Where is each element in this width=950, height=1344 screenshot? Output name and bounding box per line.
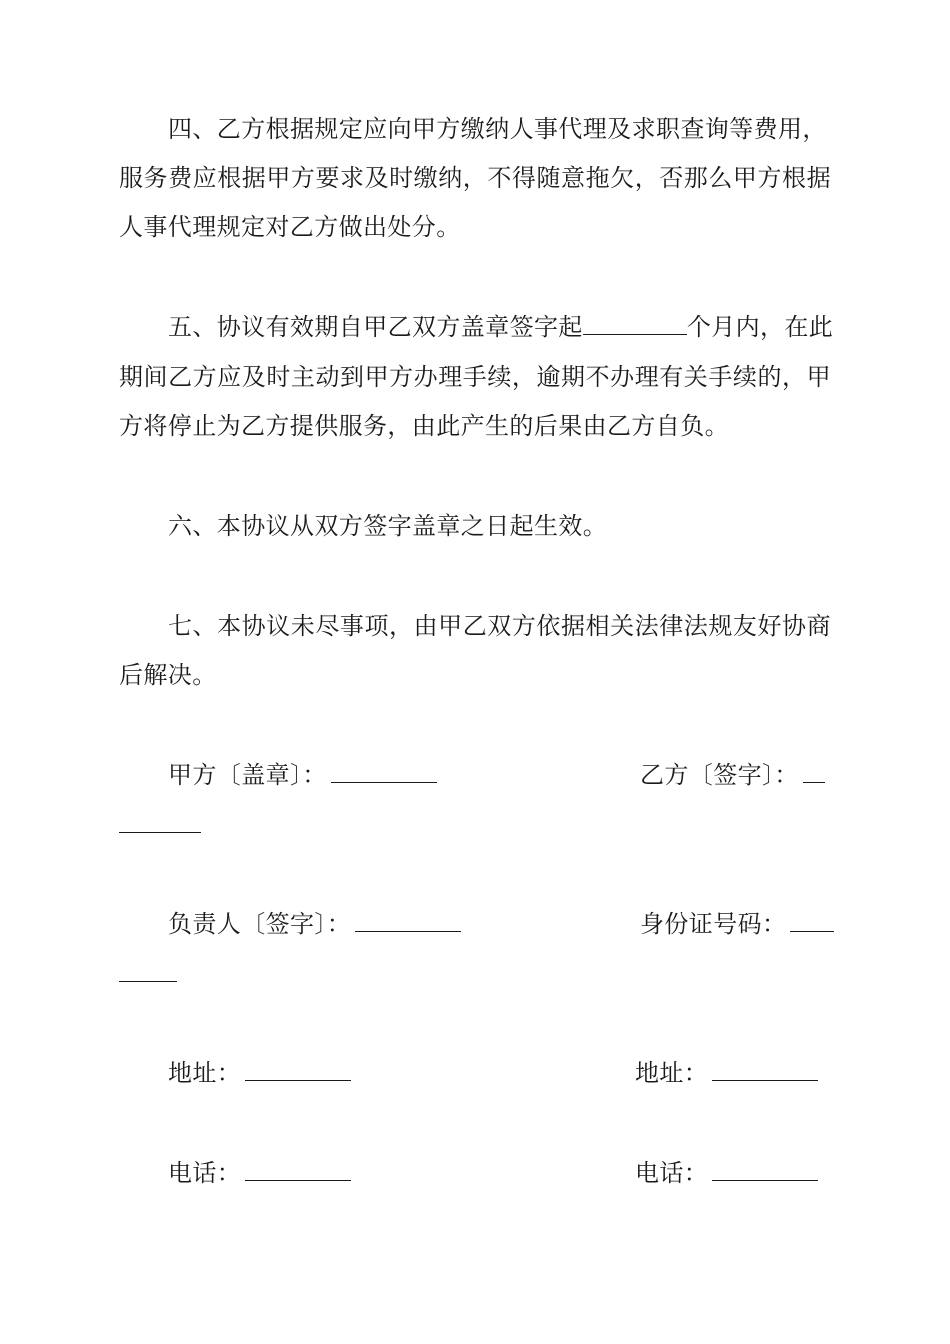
phone-a-label: 电话： bbox=[168, 1159, 242, 1187]
party-a-seal-blank bbox=[331, 760, 437, 783]
phone-b-label: 电话： bbox=[635, 1159, 709, 1187]
phone-a-field bbox=[168, 1158, 351, 1188]
clause-5-line-3: 方将停止为乙方提供服务，由此产生的后果由乙方自负。 bbox=[119, 412, 729, 440]
address-a-blank bbox=[245, 1058, 351, 1081]
party-a-seal-field bbox=[168, 760, 437, 790]
responsible-sign-label: 负责人〔签字〕： bbox=[168, 910, 352, 938]
clause-7-line-1: 七、本协议未尽事项，由甲乙双方依据相关法律法规友好协商 bbox=[168, 612, 831, 640]
address-b-blank bbox=[712, 1058, 818, 1081]
clause-5-line-1-part-b: 个月内，在此 bbox=[686, 313, 834, 341]
clause-5-line-1 bbox=[168, 312, 834, 342]
clause-4-line-2: 服务费应根据甲方要求及时缴纳，不得随意拖欠，否那么甲方根据 bbox=[119, 164, 831, 192]
clause-5-line-1-part-a: 五、协议有效期自甲乙双方盖章签字起 bbox=[168, 313, 583, 341]
term-months-blank bbox=[583, 312, 687, 335]
clause-4-line-1: 四、乙方根据规定应向甲方缴纳人事代理及求职查询等费用， bbox=[168, 115, 827, 143]
address-b-field bbox=[635, 1058, 818, 1088]
clause-7-line-2: 后解决。 bbox=[119, 661, 217, 689]
clause-6-line-1: 六、本协议从双方签字盖章之日起生效。 bbox=[168, 512, 608, 540]
address-a-label: 地址： bbox=[168, 1059, 242, 1087]
phone-b-field bbox=[635, 1158, 818, 1188]
id-number-field bbox=[640, 909, 834, 939]
address-a-field bbox=[168, 1058, 351, 1088]
clause-4-line-3: 人事代理规定对乙方做出处分。 bbox=[119, 213, 461, 241]
responsible-sign-field bbox=[168, 909, 461, 939]
responsible-sign-blank bbox=[355, 909, 461, 932]
party-a-seal-label: 甲方〔盖章〕： bbox=[168, 761, 327, 789]
id-number-label: 身份证号码： bbox=[640, 910, 787, 938]
phone-a-blank bbox=[245, 1158, 351, 1181]
id-number-blank-continued bbox=[119, 981, 177, 982]
phone-b-blank bbox=[712, 1158, 818, 1181]
address-b-label: 地址： bbox=[635, 1059, 709, 1087]
party-b-sign-field bbox=[640, 760, 825, 790]
clause-5-line-2: 期间乙方应及时主动到甲方办理手续，逾期不办理有关手续的，甲 bbox=[119, 363, 831, 391]
party-b-sign-blank-continued bbox=[119, 832, 201, 833]
party-b-sign-label: 乙方〔签字〕： bbox=[640, 761, 799, 789]
id-number-blank bbox=[790, 909, 834, 932]
party-b-sign-blank bbox=[803, 760, 825, 783]
